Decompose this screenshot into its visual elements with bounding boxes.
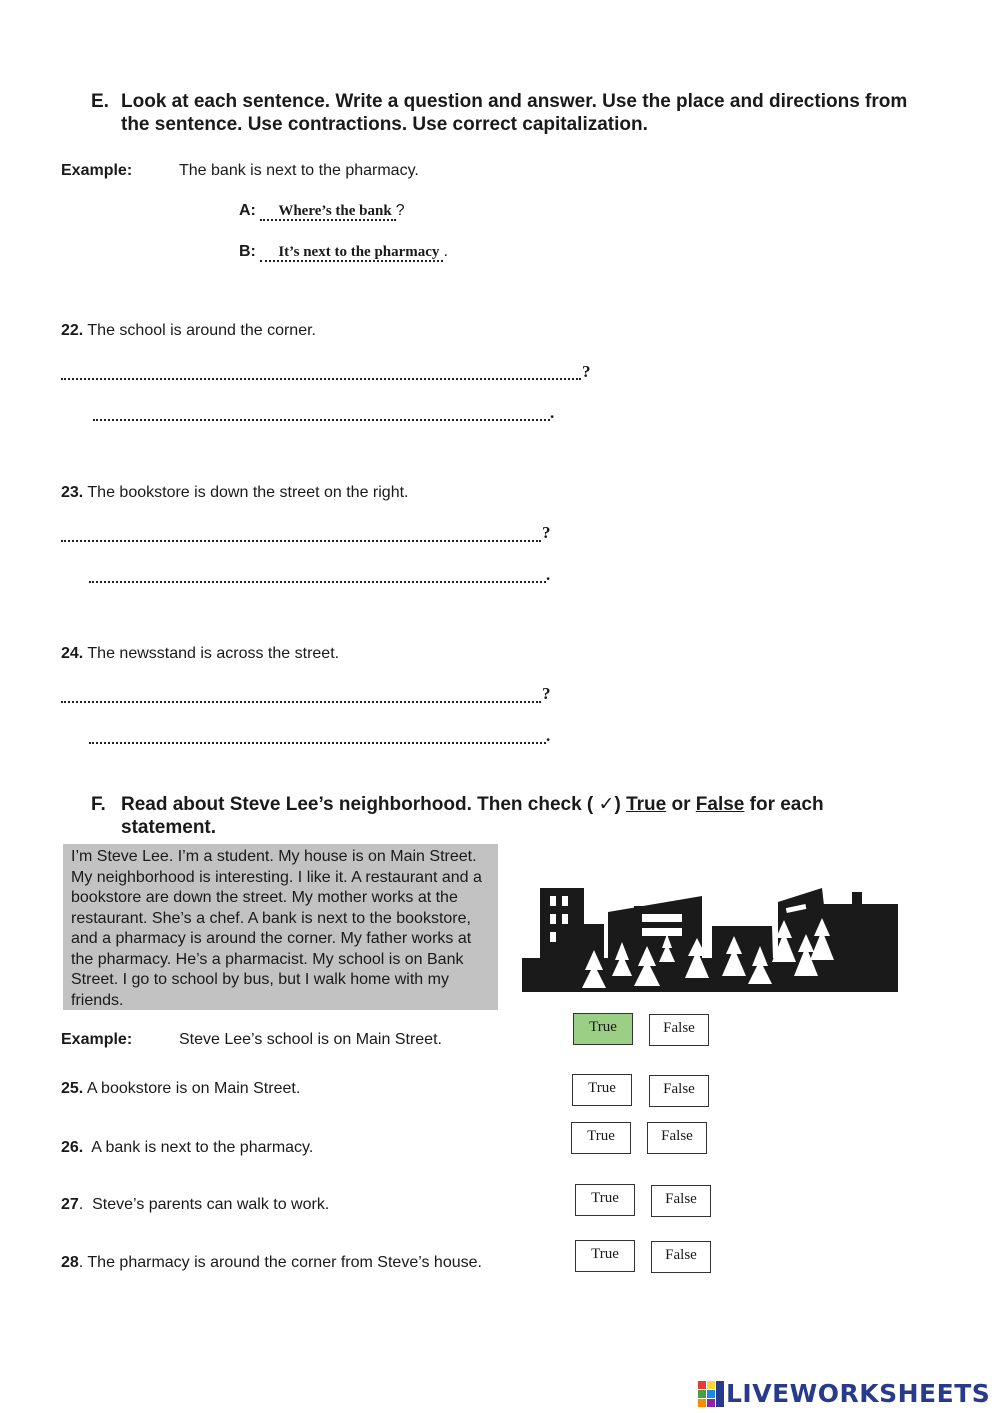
example-e-a-label: A: (239, 202, 256, 219)
question-24 (61, 644, 661, 663)
section-f-true-word: True (626, 794, 667, 815)
liveworksheets-logo-icon (698, 1381, 724, 1407)
story-text: I’m Steve Lee. I’m a student. My house is on Main Street. My neighborhood is interesting. I like it. A restaurant and a bookstore are down the street. My mother works at the restaurant. She’s a chef. A bank is next to the bookstore, and a pharmacy is around the corner. My father works at the pharmacy. He’s a pharmacist. My school is on Bank Street. I go to school by bus, but I walk home with my friends. (71, 848, 482, 1009)
example-e-b-answer: It’s next to the pharmacy (260, 244, 443, 262)
example-e-b-punct: . (443, 243, 448, 260)
example-e-a-answer: Where’s the bank (260, 203, 395, 221)
example-e-a-row (239, 201, 405, 223)
statement-25-sentence: A bookstore is on Main Street. (86, 1080, 301, 1097)
example-e-b-row (239, 242, 448, 264)
statement-26 (61, 1138, 561, 1157)
statement-27-sentence: . Steve’s parents can walk to work. (78, 1196, 330, 1213)
question-22 (61, 321, 661, 340)
example-e-label: Example: (61, 162, 133, 179)
statement-25-number: 25. (61, 1080, 84, 1097)
section-f-instructions-part1: Read about Steve Lee’s neighborhood. Then check ( ✓) (121, 794, 627, 815)
statement-28-true-box[interactable]: True (575, 1240, 635, 1272)
statement-26-true-box[interactable]: True (571, 1122, 631, 1154)
example-e-b-label: B: (239, 243, 256, 260)
example-f-label: Example: (61, 1031, 133, 1048)
example-f-row (61, 1030, 561, 1050)
question-23 (61, 483, 661, 502)
statement-28-sentence: . The pharmacy is around the corner from Steve’s house. (78, 1254, 482, 1271)
statement-25-false-box[interactable]: False (649, 1075, 709, 1107)
city-skyline-icon (522, 884, 898, 992)
statement-26-number: 26. (61, 1139, 84, 1156)
statement-27-false-box[interactable]: False (651, 1185, 711, 1217)
answer-22-answer-field[interactable] (93, 409, 550, 421)
liveworksheets-logo[interactable] (698, 1378, 990, 1410)
question-22-number: 22. (61, 322, 84, 339)
example-f-sentence: Steve Lee’s school is on Main Street. (179, 1031, 442, 1048)
statement-27-number: 27 (61, 1196, 79, 1213)
statement-28-number: 28 (61, 1254, 79, 1271)
question-23-number: 23. (61, 484, 84, 501)
answer-24-answer-field[interactable] (89, 732, 546, 744)
answer-23-answer-field[interactable] (89, 571, 546, 583)
answer-22-answer-punct: . (550, 403, 555, 422)
answer-22-question-punct: ? (582, 362, 591, 381)
section-f-instructions-part2: for each statement. (121, 794, 824, 838)
section-e-instructions: Look at each sentence. Write a question and answer. Use the place and directions from the sentence. Use contractions. Use correct capitalization. (121, 91, 908, 135)
section-e-letter: E. (91, 91, 109, 112)
example-true-box[interactable]: True (573, 1013, 633, 1045)
example-false-box[interactable]: False (649, 1014, 709, 1046)
example-e-row (61, 161, 661, 181)
section-f-instructions (121, 793, 911, 839)
question-24-number: 24. (61, 645, 84, 662)
section-f-false-word: False (695, 794, 745, 815)
section-f-letter: F. (91, 794, 106, 815)
statement-25 (61, 1079, 561, 1098)
statement-28-false-box[interactable]: False (651, 1241, 711, 1273)
answer-22-question-field[interactable] (61, 368, 581, 380)
answer-24-question-field[interactable] (61, 691, 541, 703)
example-e-a-punct: ? (395, 202, 405, 219)
section-f-heading (91, 793, 941, 841)
statement-27-true-box[interactable]: True (575, 1184, 635, 1216)
statement-26-sentence: A bank is next to the pharmacy. (87, 1139, 314, 1156)
statement-28 (61, 1253, 561, 1272)
answer-24-answer-punct: . (546, 726, 551, 745)
example-e-sentence: The bank is next to the pharmacy. (179, 162, 419, 179)
statement-27 (61, 1195, 561, 1214)
question-22-sentence: The school is around the corner. (87, 322, 316, 339)
story-text-box (63, 844, 498, 1010)
section-f-or-word: or (666, 794, 696, 815)
question-24-sentence: The newsstand is across the street. (87, 645, 340, 662)
answer-24-question-punct: ? (542, 684, 551, 703)
answer-23-question-punct: ? (542, 523, 551, 542)
answer-23-question-field[interactable] (61, 530, 541, 542)
section-e-heading (91, 90, 941, 138)
question-23-sentence: The bookstore is down the street on the right. (87, 484, 409, 501)
answer-23-answer-punct: . (546, 565, 551, 584)
statement-26-false-box[interactable]: False (647, 1122, 707, 1154)
liveworksheets-logo-text: LIVEWORKSHEETS (726, 1379, 991, 1408)
statement-25-true-box[interactable]: True (572, 1074, 632, 1106)
